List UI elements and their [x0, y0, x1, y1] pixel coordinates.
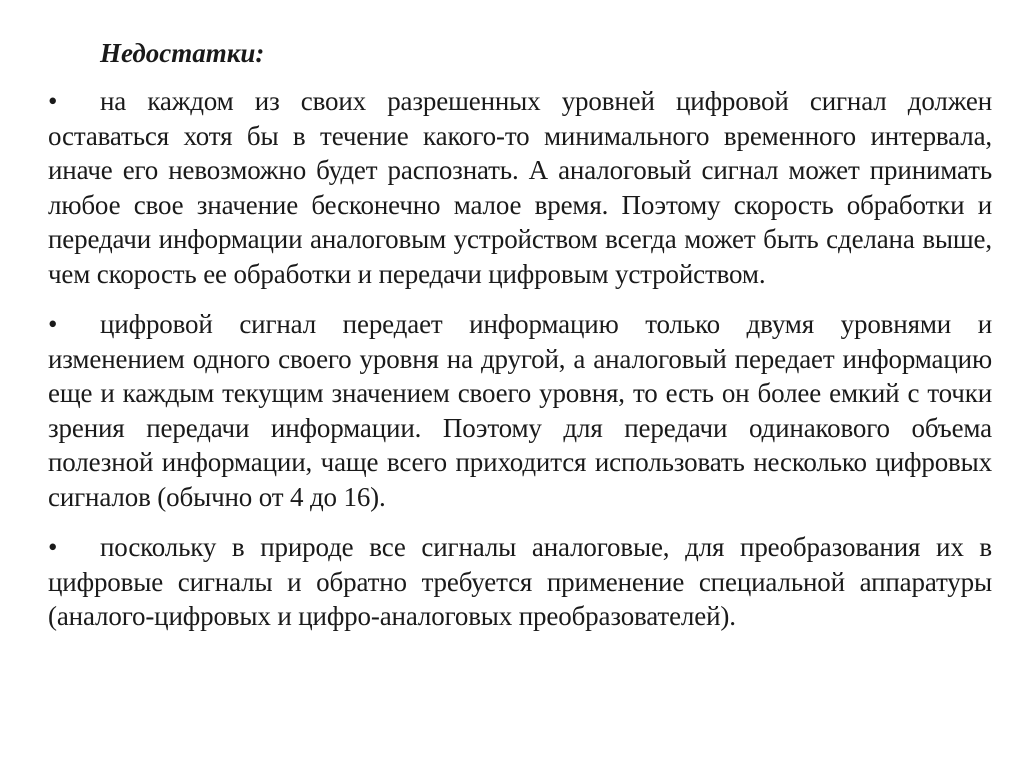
list-item [48, 307, 992, 514]
list-item-text: на каждом из своих разрешенных уровней цифровой сигнал должен оставаться хотя бы в течение какого-то минимального временного интервала, иначе его невозможно будет распознать. А аналоговый сигнал может принимать любое свое значение бесконечно малое время. Поэтому скорость обработки и передачи информации аналоговым устройством всегда может быть сделана выше, чем скорость ее обработки и передачи цифровым устройством. [48, 86, 992, 289]
list-item-text: цифровой сигнал передает информацию только двумя уровнями и изменением одного своего уровня на другой, а аналоговый передает информацию еще и каждым текущим значением своего уровня, то есть он более емкий с точки зрения передачи информации. Поэтому для передачи одинакового объема полезной информации, чаще всего приходится использовать несколько цифровых сигналов (обычно от 4 до 16). [48, 309, 992, 512]
list-item [48, 530, 992, 634]
list-item [48, 84, 992, 291]
bullet-icon: • [48, 532, 58, 562]
bullet-icon: • [48, 86, 58, 116]
list-item-text: поскольку в природе все сигналы аналоговые, для преобразования их в цифровые сигналы и обратно требуется применение специальной аппаратуры (аналого-цифровых и цифро-аналоговых преобразователей). [48, 532, 992, 631]
section-heading: Недостатки: [100, 38, 265, 68]
disadvantages-list [48, 84, 992, 634]
bullet-icon: • [48, 309, 58, 339]
